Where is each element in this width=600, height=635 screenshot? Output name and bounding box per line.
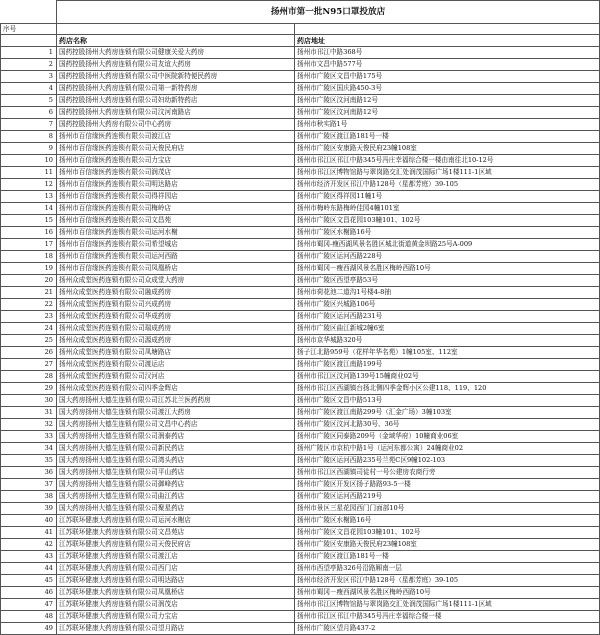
- table-row: [1, 347, 600, 359]
- pharmacy-address: 扬州市邗江区西湖镇司徒村一号公建房农商行旁: [295, 467, 600, 479]
- pharmacy-address: 扬州市文昌中路577号: [295, 59, 600, 71]
- pharmacy-address: 扬州市蜀冈－瘦西湖风景名胜区梅岭西路10号: [295, 587, 600, 599]
- pharmacy-address: 扬州市梅岭东路梅岭佳园4幢101室: [295, 203, 600, 215]
- table-row: [1, 383, 600, 395]
- pharmacy-name: 扬州众成堂医药连锁有限公司融成药房: [57, 287, 295, 299]
- table-row: [1, 239, 600, 251]
- table-row: [1, 323, 600, 335]
- row-number: 3: [1, 71, 57, 83]
- table-row: [1, 215, 600, 227]
- table-row: [1, 275, 600, 287]
- pharmacy-name: 国药控股扬州大药房连锁有限公司健康关爱大药房: [57, 47, 295, 59]
- pharmacy-address: 扬州市经济开发区邗江中路128号（星都芳庭）39-105: [295, 179, 600, 191]
- pharmacy-address: 扬州市邗江区邗江中路345号冯庄幸福综合楼一楼由南往北10-12号: [295, 155, 600, 167]
- title-row: [1, 1, 600, 24]
- row-number: 34: [1, 443, 57, 455]
- pharmacy-address: 扬州市广陵区同泰路209号（金域华府）10幢商业06室: [295, 431, 600, 443]
- pharmacy-name: 国大药房扬州大德生连锁有限公司湾头药店: [57, 455, 295, 467]
- table-row: [1, 491, 600, 503]
- pharmacy-address: 扬州市荷花池二道沟1号楼4-8抽: [295, 287, 600, 299]
- row-number: 38: [1, 491, 57, 503]
- table-row: [1, 503, 600, 515]
- row-number: 8: [1, 131, 57, 143]
- table-row: [1, 227, 600, 239]
- pharmacy-address: 扬州市蜀冈-瘦西湖风景名胜区城北街道黄金坝路25号A-009: [295, 239, 600, 251]
- pharmacy-address: 扬州市邗江区汶河路139号15幢商业02号: [295, 371, 600, 383]
- pharmacy-address: 扬州市广陵区文昌中路513号: [295, 395, 600, 407]
- pharmacy-address: 扬州市广陵区望月路437-2: [295, 623, 600, 635]
- row-number: 21: [1, 287, 57, 299]
- table-row: [1, 287, 600, 299]
- pharmacy-address: 扬州市蜀冈－瘦西湖风景名胜区梅岭西路10号: [295, 263, 600, 275]
- row-number: 25: [1, 335, 57, 347]
- row-number: 45: [1, 575, 57, 587]
- pharmacy-name: 扬州市百信缘医药连锁有限公司润茂店: [57, 167, 295, 179]
- pharmacy-address: 扬州市邗江区博物馆路与翠岗路交汇处润茂国际广场1楼111-1区域: [295, 167, 600, 179]
- pharmacy-name: 国药控股扬州大药房连锁有限公司妇幼新特药店: [57, 95, 295, 107]
- pharmacy-name: 国药控股扬州大药房有限公司中心药房: [57, 119, 295, 131]
- pharmacy-name: 国大药房扬州大德生连锁有限公司平山药店: [57, 467, 295, 479]
- pharmacy-name: 扬州众成堂医药连锁有限公司兴成药房: [57, 299, 295, 311]
- row-number: 4: [1, 83, 57, 95]
- row-number: 7: [1, 119, 57, 131]
- pharmacy-address: 扬州市邗江区邗江中路345号冯庄幸福综合楼一楼: [295, 611, 600, 623]
- pharmacy-name: 江苏联环健康大药房连锁有限公司力宝店: [57, 611, 295, 623]
- table-row: [1, 395, 600, 407]
- pharmacy-name: 国药控股扬州大药房连锁有限公司友谊大药房: [57, 59, 295, 71]
- pharmacy-name: 扬州众成堂医药连锁有限公司瑞成药房: [57, 323, 295, 335]
- pharmacy-address: 扬州市景区三星花园西门门面部10号: [295, 503, 600, 515]
- row-number: 9: [1, 143, 57, 155]
- pharmacy-name: 扬州市百信缘医药连锁有限公司天俊民府店: [57, 143, 295, 155]
- table-row: [1, 203, 600, 215]
- row-number: 31: [1, 407, 57, 419]
- table-row: [1, 539, 600, 551]
- row-number: 35: [1, 455, 57, 467]
- pharmacy-name: 扬州市百信缘医药连锁有限公司希望城店: [57, 239, 295, 251]
- table-row: [1, 155, 600, 167]
- table-row: [1, 527, 600, 539]
- table-row: [1, 71, 600, 83]
- pharmacy-address: 扬州市广陵区曲江新城2幢6室: [295, 323, 600, 335]
- table-row: [1, 299, 600, 311]
- row-number: 39: [1, 503, 57, 515]
- row-number: 19: [1, 263, 57, 275]
- row-number: 30: [1, 395, 57, 407]
- pharmacy-name: 江苏联环健康大药房连锁有限公司明达路店: [57, 575, 295, 587]
- row-number: 43: [1, 551, 57, 563]
- row-number: 15: [1, 215, 57, 227]
- pharmacy-address: 扬州市广陵区水榭路16号: [295, 515, 600, 527]
- row-number: 23: [1, 311, 57, 323]
- pharmacy-address: 扬州市邗江中路368号: [295, 47, 600, 59]
- pharmacy-address: 扬州市广陵区渡江南路299号（汇金广场）3幢103室: [295, 407, 600, 419]
- pharmacy-name: 江苏联环健康大药房连锁有限公司运河水榭店: [57, 515, 295, 527]
- row-number: 10: [1, 155, 57, 167]
- table-row: [1, 143, 600, 155]
- row-number: 13: [1, 191, 57, 203]
- pharmacy-address: 扬州市秋实路1号: [295, 119, 600, 131]
- seq-header-row: [1, 24, 600, 35]
- table-row: [1, 599, 600, 611]
- table-row: [1, 515, 600, 527]
- pharmacy-address: 扬州市京华城路320号: [295, 335, 600, 347]
- blank-cell: [1, 35, 57, 47]
- address-header: 药店地址: [295, 35, 600, 47]
- blank-cell: [295, 24, 600, 35]
- pharmacy-address: 扬州市广陵区汶河北路30号、36号: [295, 419, 600, 431]
- pharmacy-address: 扬州市广陵区渡江路181号一楼: [295, 551, 600, 563]
- sheet-title: 扬州市第一批N95口罩投放店: [57, 1, 600, 24]
- row-number: 14: [1, 203, 57, 215]
- pharmacy-address: 扬州市西望亭路326号沿路厢南一层: [295, 563, 600, 575]
- pharmacy-address: 扬州市广陵区安康路天俊民府23幢108室: [295, 143, 600, 155]
- pharmacy-address: 扬州市邗江区西湖镇台扬北侧四季金辉小区公建118、119、120: [295, 383, 600, 395]
- row-number: 40: [1, 515, 57, 527]
- pharmacy-name: 国大药房扬州大德生连锁有限公司润泰药店: [57, 431, 295, 443]
- pharmacy-name: 国大药房扬州大德生连锁有限公司文昌中心药店: [57, 419, 295, 431]
- table-row: [1, 95, 600, 107]
- pharmacy-address: 扬州市广陵区渡江南路199号: [295, 359, 600, 371]
- pharmacy-name: 国大药房扬州大德生连锁有限公司聚星药店: [57, 503, 295, 515]
- table-row: [1, 59, 600, 71]
- row-number: 27: [1, 359, 57, 371]
- table-row: [1, 191, 600, 203]
- table-row: [1, 371, 600, 383]
- pharmacy-name: 扬州市百信缘医药连锁有限公司运河西路: [57, 251, 295, 263]
- title-corner-cell: [1, 1, 57, 24]
- pharmacy-address: 扬州市广陵区渡江路181号一楼: [295, 131, 600, 143]
- table-row: [1, 587, 600, 599]
- row-number: 24: [1, 323, 57, 335]
- pharmacy-address: 扬州市广陵区汶河南路12号: [295, 107, 600, 119]
- column-header-row: [1, 35, 600, 47]
- pharmacy-name: 国药控股扬州大药房连锁有限公司第一新特药房: [57, 83, 295, 95]
- row-number: 2: [1, 59, 57, 71]
- table-row: [1, 119, 600, 131]
- row-number: 11: [1, 167, 57, 179]
- row-number: 16: [1, 227, 57, 239]
- row-number: 6: [1, 107, 57, 119]
- table-row: [1, 611, 600, 623]
- table-row: [1, 359, 600, 371]
- table-row: [1, 467, 600, 479]
- pharmacy-address: 扬州市广陵区水榭路16号: [295, 227, 600, 239]
- pharmacy-name: 扬州众成堂医药连锁有限公司渡运店: [57, 359, 295, 371]
- pharmacy-name: 扬州市百信缘医药连锁有限公司力宝店: [57, 155, 295, 167]
- row-number: 46: [1, 587, 57, 599]
- table-row: [1, 47, 600, 59]
- pharmacy-name: 扬州市百信缘医药连锁有限公司文昌苑: [57, 215, 295, 227]
- pharmacy-address: 扬州市广陵区文昌中路175号: [295, 71, 600, 83]
- pharmacy-name: 扬州市百信缘医药连锁有限公司凤凰桥店: [57, 263, 295, 275]
- table-row: [1, 179, 600, 191]
- pharmacy-name: 扬州众成堂医药连锁有限公司四季金辉店: [57, 383, 295, 395]
- table-row: [1, 479, 600, 491]
- pharmacy-name: 国药控股扬州大药房连锁有限公司汶河南路店: [57, 107, 295, 119]
- table-row: [1, 419, 600, 431]
- name-header: 药店名称: [57, 35, 295, 47]
- row-number: 22: [1, 299, 57, 311]
- table-row: [1, 251, 600, 263]
- pharmacy-name: 江苏联环健康大药房连锁有限公司天俊民府店: [57, 539, 295, 551]
- pharmacy-address: 扬州市广陵区运河西路228号: [295, 251, 600, 263]
- row-number: 48: [1, 611, 57, 623]
- table-row: [1, 407, 600, 419]
- pharmacy-name: 江苏联环健康大药房连锁有限公司润茂店: [57, 599, 295, 611]
- table-row: [1, 131, 600, 143]
- pharmacy-name: 扬州市百信缘医药连锁有限公司得祥园店: [57, 191, 295, 203]
- pharmacy-name: 扬州众成堂医药连锁有限公司华成药房: [57, 311, 295, 323]
- pharmacy-name: 江苏联环健康大药房连锁有限公司凤凰桥店: [57, 587, 295, 599]
- pharmacy-address: 扬州市广陵区开发区扬子路路93-5一楼: [295, 479, 600, 491]
- pharmacy-name: 国大药房扬州大德生连锁有限公司御峰药店: [57, 479, 295, 491]
- table-row: [1, 563, 600, 575]
- row-number: 49: [1, 623, 57, 635]
- table-row: [1, 431, 600, 443]
- pharmacy-name: 江苏联环健康大药房连锁有限公司文昌苑店: [57, 527, 295, 539]
- row-number: 1: [1, 47, 57, 59]
- row-number: 32: [1, 419, 57, 431]
- pharmacy-name: 扬州市百信缘医药连锁有限公司明达路店: [57, 179, 295, 191]
- pharmacy-name: 扬州众成堂医药连锁有限公司源成药房: [57, 335, 295, 347]
- pharmacy-address: 扬州市广陵区文昌花园103幢101、102号: [295, 215, 600, 227]
- row-number: 47: [1, 599, 57, 611]
- pharmacy-address: 扬州市广陵区得祥园11幢1号: [295, 191, 600, 203]
- pharmacy-address: 扬州市广陵区兴城路106号: [295, 299, 600, 311]
- pharmacy-address: 扬州广陵区市京杭中路1号（运河东都公寓）24幢商业02: [295, 443, 600, 455]
- pharmacy-name: 国大药房扬州大德生连锁有限公司江苏北兰医药药房: [57, 395, 295, 407]
- pharmacy-name: 扬州众成堂医药连锁有限公司众成堂大药房: [57, 275, 295, 287]
- row-number: 41: [1, 527, 57, 539]
- table-row: [1, 443, 600, 455]
- pharmacy-address: 扬州市经济开发区邗江中路128号（星都芳庭）39-105: [295, 575, 600, 587]
- row-number: 20: [1, 275, 57, 287]
- pharmacy-name: 扬州众成堂医药连锁有限公司凤塘路店: [57, 347, 295, 359]
- table-row: [1, 575, 600, 587]
- blank-cell: [57, 24, 295, 35]
- table-row: [1, 263, 600, 275]
- pharmacy-address: 扬州市广陵区汶河南路12号: [295, 95, 600, 107]
- row-number: 36: [1, 467, 57, 479]
- table-row: [1, 335, 600, 347]
- pharmacy-address: 扬子江北路959号（花样年华名苑）1幢105室、112室: [295, 347, 600, 359]
- row-number: 18: [1, 251, 57, 263]
- pharmacy-name: 江苏联环健康大药房连锁有限公司西门店: [57, 563, 295, 575]
- pharmacy-name: 扬州众成堂医药连锁有限公司汉河店: [57, 371, 295, 383]
- table-row: [1, 83, 600, 95]
- row-number: 42: [1, 539, 57, 551]
- table-row: [1, 107, 600, 119]
- pharmacy-address: 扬州市广陵区国庆路450-3号: [295, 83, 600, 95]
- pharmacy-name: 扬州市百信缘医药连锁有限公司运河水榭: [57, 227, 295, 239]
- pharmacy-name: 扬州市百信缘医药连锁有限公司渡江店: [57, 131, 295, 143]
- pharmacy-name: 江苏联环健康大药房连锁有限公司望月路店: [57, 623, 295, 635]
- pharmacy-address: 扬州市广陵区运河西路235号兰苑C区9幢102-103: [295, 455, 600, 467]
- pharmacy-name: 国大药房扬州大德生连锁有限公司曲江药店: [57, 491, 295, 503]
- row-number: 26: [1, 347, 57, 359]
- row-number: 12: [1, 179, 57, 191]
- pharmacy-name: 国大药房扬州大德生连锁有限公司新民药店: [57, 443, 295, 455]
- pharmacy-address: 扬州市广陵区运河西路219号: [295, 491, 600, 503]
- pharmacy-name: 扬州市百信缘医药连锁有限公司梅岭店: [57, 203, 295, 215]
- table-row: [1, 167, 600, 179]
- table-row: [1, 551, 600, 563]
- table-row: [1, 311, 600, 323]
- pharmacy-name: 国药控股扬州大药房连锁有限公司中医院新特便民药房: [57, 71, 295, 83]
- row-number: 28: [1, 371, 57, 383]
- row-number: 44: [1, 563, 57, 575]
- row-number: 33: [1, 431, 57, 443]
- pharmacy-address: 扬州市广陵区安康路天俊民府23幢108室: [295, 539, 600, 551]
- pharmacy-name: 江苏联环健康大药房连锁有限公司渡江店: [57, 551, 295, 563]
- table-row: [1, 623, 600, 635]
- pharmacy-address: 扬州市邗江区博物馆路与翠岗路交汇处润茂国际广场1楼111-1区域: [295, 599, 600, 611]
- row-number: 37: [1, 479, 57, 491]
- pharmacy-address: 扬州市广陵区运河西路231号: [295, 311, 600, 323]
- pharmacy-address: 扬州市广陵区文昌花园103幢101、102号: [295, 527, 600, 539]
- row-number: 17: [1, 239, 57, 251]
- table-row: [1, 455, 600, 467]
- row-number: 29: [1, 383, 57, 395]
- row-number: 5: [1, 95, 57, 107]
- pharmacy-address: 扬州市广陵区西望亭路53号: [295, 275, 600, 287]
- pharmacy-name: 国大药房扬州大德生连锁有限公司渡江大药房: [57, 407, 295, 419]
- seq-header: 序号: [1, 24, 57, 35]
